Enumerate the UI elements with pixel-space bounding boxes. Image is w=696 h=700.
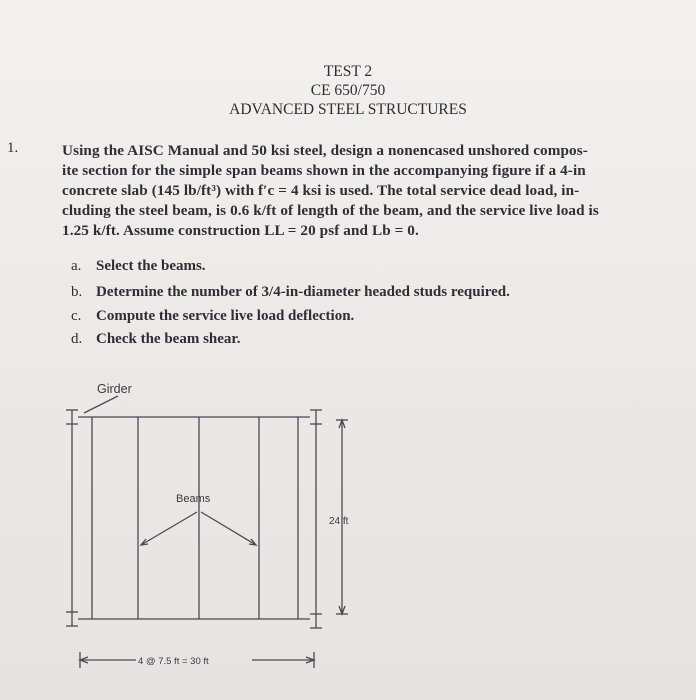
- column-bottom-left: [66, 612, 78, 626]
- column-bottom-right: [310, 614, 322, 628]
- question-line: 1.25 k/ft. Assume construction LL = 20 psf and Lb = 0.: [62, 222, 419, 239]
- part-text: Compute the service live load deflection.: [96, 308, 355, 324]
- question-line: cluding the steel beam, is 0.6 k/ft of length of the beam, and the service live load is: [62, 202, 599, 219]
- question-line: concrete slab (145 lb/ft³) with f′c = 4 ksi is used. The total service dead load, in-: [62, 182, 580, 199]
- girder-label: Girder: [97, 382, 132, 396]
- column-top-right: [310, 410, 322, 424]
- test-title: TEST 2: [323, 63, 373, 80]
- course-name: ADVANCED STEEL STRUCTURES: [229, 101, 467, 118]
- part-label: d.: [71, 331, 83, 347]
- course-number: CE 650/750: [310, 82, 386, 99]
- column-top-left: [66, 410, 78, 424]
- question-number: 1.: [7, 140, 19, 156]
- part-text: Determine the number of 3/4-in-diameter headed studs required.: [96, 284, 510, 300]
- beams-arrow-right: [201, 512, 256, 545]
- question-line: Using the AISC Manual and 50 ksi steel, design a nonencased unshored compos-: [62, 142, 588, 159]
- part-text: Select the beams.: [96, 258, 206, 274]
- part-label: c.: [71, 308, 82, 324]
- part-label: b.: [71, 284, 83, 300]
- part-text: Check the beam shear.: [96, 331, 241, 347]
- question-line: ite section for the simple span beams shown in the accompanying figure if a 4-in: [62, 162, 586, 179]
- span-label: 4 @ 7.5 ft = 30 ft: [138, 656, 209, 667]
- beams-arrow-left: [141, 512, 197, 545]
- girder-leader: [84, 396, 118, 413]
- part-label: a.: [71, 258, 82, 274]
- height-label: 24 ft: [329, 516, 349, 527]
- beams-label: Beams: [176, 493, 211, 505]
